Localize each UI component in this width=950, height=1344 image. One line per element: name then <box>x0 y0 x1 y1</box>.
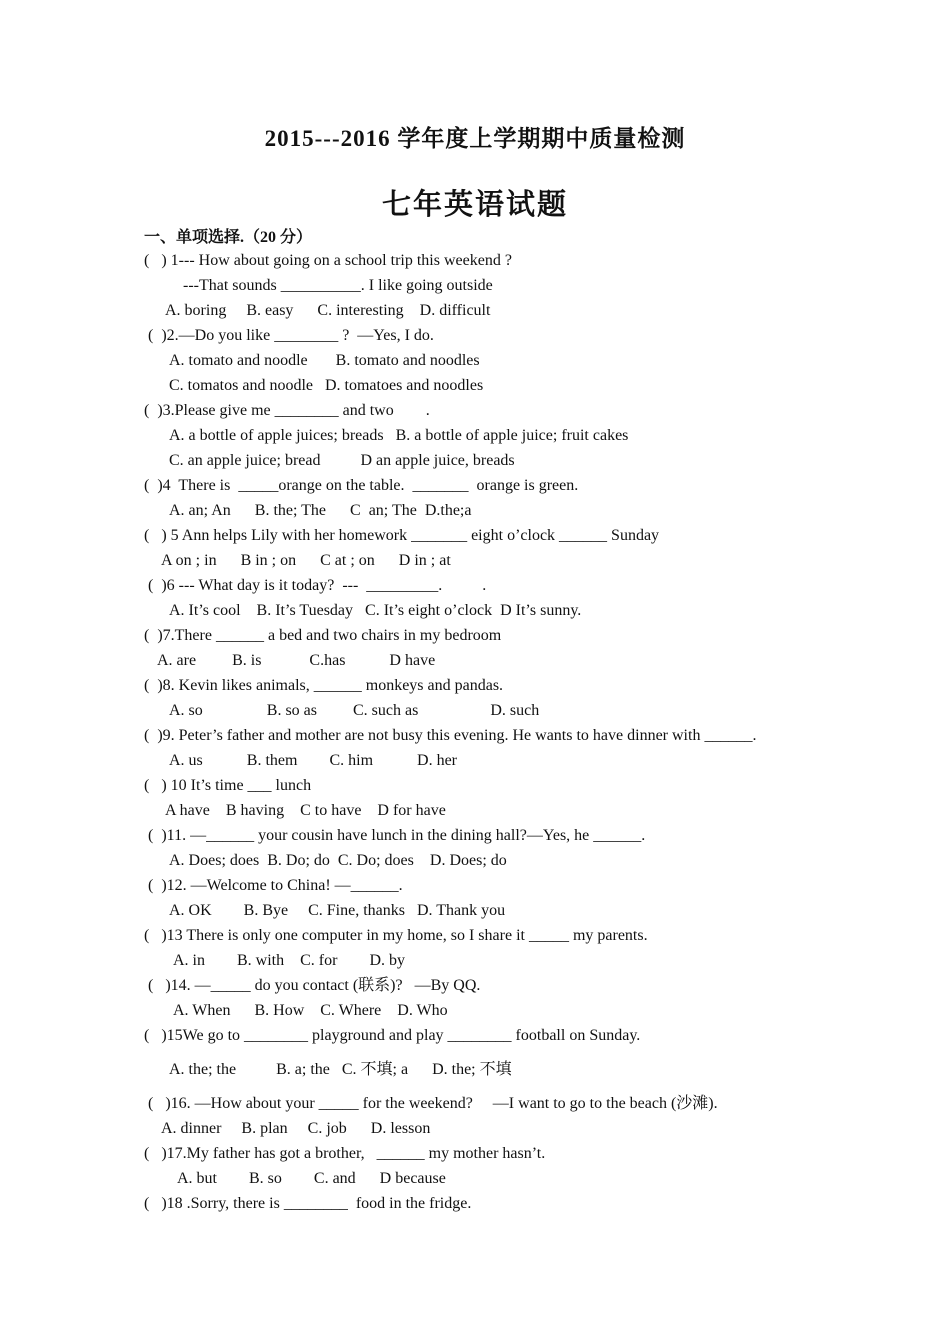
answer-options-line: A. dinner B. plan C. job D. lesson <box>161 1120 431 1137</box>
answer-options-line: A. so B. so as C. such as D. such <box>169 702 540 719</box>
answer-options-line: C. tomatos and noodle D. tomatoes and noodles <box>169 377 484 394</box>
question-line: ( )6 --- What day is it today? --- _________. . <box>148 577 487 594</box>
answer-options-line: A. a bottle of apple juices; breads B. a bottle of apple juice; fruit cakes <box>169 427 629 444</box>
question-line: ( )8. Kevin likes animals, ______ monkeys and pandas. <box>144 677 504 694</box>
answer-options-line: A on ; in B in ; on C at ; on D in ; at <box>161 552 451 569</box>
question-line: ( )14. —_____ do you contact (联系)? —By QQ. <box>148 977 481 994</box>
answer-options-line: A. but B. so C. and D because <box>177 1170 446 1187</box>
question-line: ( )13 There is only one computer in my home, so I share it _____ my parents. <box>144 927 648 944</box>
question-line: ( )7.There ______ a bed and two chairs in my bedroom <box>144 627 502 644</box>
question-line: ( )11. —______ your cousin have lunch in the dining hall?—Yes, he ______. <box>148 827 646 844</box>
answer-options-line: ---That sounds __________. I like going outside <box>183 277 493 294</box>
answer-options-line: A have B having C to have D for have <box>165 802 446 819</box>
answer-options-line: A. It’s cool B. It’s Tuesday C. It’s eight o’clock D It’s sunny. <box>169 602 582 619</box>
question-line: ( ) 10 It’s time ___ lunch <box>144 777 312 794</box>
question-line: ( )9. Peter’s father and mother are not busy this evening. He wants to have dinner with ______. <box>144 727 757 744</box>
answer-options-line: A. the; the B. a; the C. 不填; a D. the; 不填 <box>169 1061 512 1078</box>
question-line: ( )15We go to ________ playground and play ________ football on Sunday. <box>144 1027 641 1044</box>
answer-options-line: A. Does; does B. Do; do C. Do; does D. Does; do <box>169 852 507 869</box>
answer-options-line: A. us B. them C. him D. her <box>169 752 457 769</box>
question-line: ( ) 5 Ann helps Lily with her homework _______ eight o’clock ______ Sunday <box>144 527 660 544</box>
question-line: ( )3.Please give me ________ and two . <box>144 402 430 419</box>
exam-subject-title: 七年英语试题 <box>381 189 568 221</box>
answer-options-line: A. are B. is C.has D have <box>157 652 436 669</box>
question-line: ( ) 1--- How about going on a school trip this weekend ? <box>144 252 512 269</box>
answer-options-line: A. in B. with C. for D. by <box>173 952 405 969</box>
answer-options-line: A. tomato and noodle B. tomato and noodles <box>169 352 480 369</box>
question-line: ( )18 .Sorry, there is ________ food in the fridge. <box>144 1195 472 1212</box>
exam-header-title: 2015---2016 学年度上学期期中质量检测 <box>264 126 686 151</box>
answer-options-line: A. OK B. Bye C. Fine, thanks D. Thank you <box>169 902 506 919</box>
question-line: ( )12. —Welcome to China! —______. <box>148 877 403 894</box>
section-heading: 一、单项选择.（20 分） <box>144 229 313 246</box>
answer-options-line: A. an; An B. the; The C an; The D.the;a <box>169 502 472 519</box>
answer-options-line: C. an apple juice; bread D an apple juice, breads <box>169 452 515 469</box>
answer-options-line: A. boring B. easy C. interesting D. difficult <box>165 302 491 319</box>
question-line: ( )2.—Do you like ________ ? —Yes, I do. <box>148 327 434 344</box>
question-line: ( )4 There is _____orange on the table. _______ orange is green. <box>144 477 579 494</box>
question-line: ( )16. —How about your _____ for the weekend? —I want to go to the beach (沙滩). <box>148 1095 718 1112</box>
answer-options-line: A. When B. How C. Where D. Who <box>173 1002 448 1019</box>
question-line: ( )17.My father has got a brother, ______ my mother hasn’t. <box>144 1145 546 1162</box>
